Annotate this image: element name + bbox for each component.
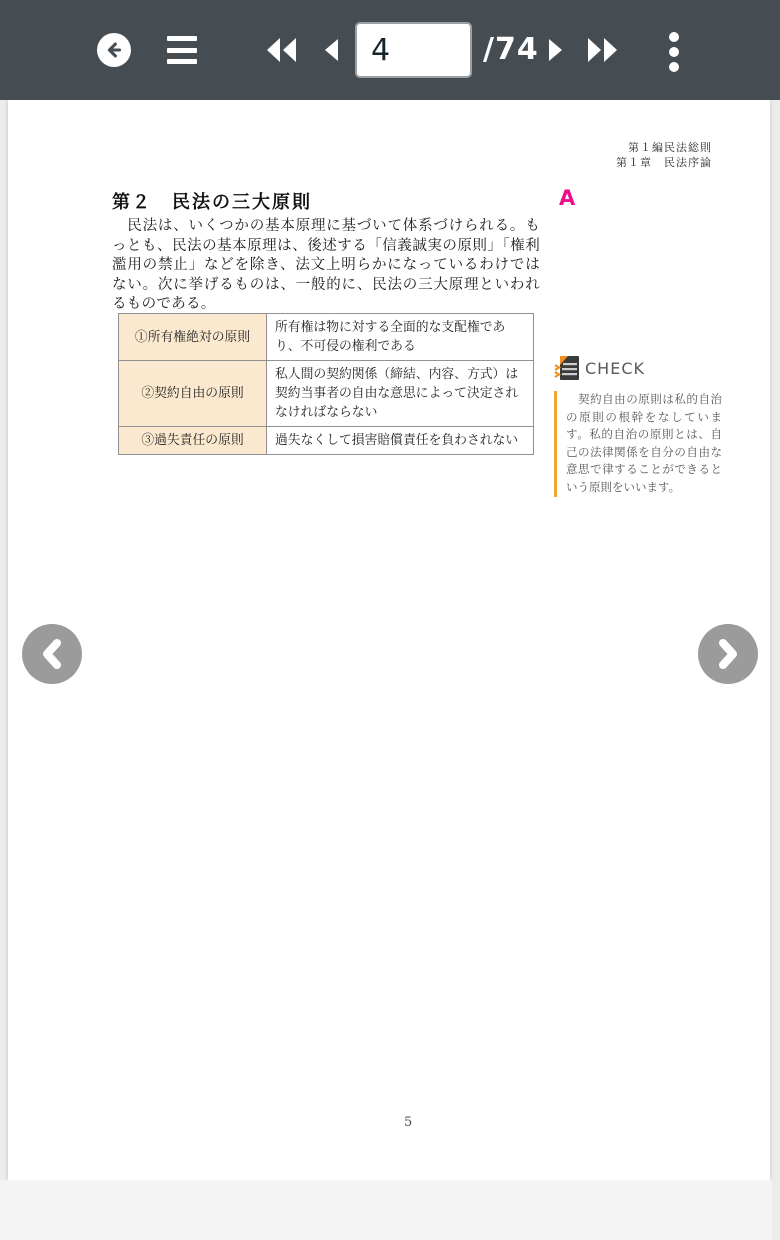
- hamburger-icon: [167, 59, 197, 64]
- chevron-left-icon: [324, 39, 339, 61]
- running-head-line2: 第１章 民法序論: [616, 156, 712, 169]
- first-page-button[interactable]: [266, 38, 298, 62]
- document-page: [8, 100, 770, 1180]
- hamburger-icon: [167, 48, 197, 53]
- document-viewer: [0, 100, 780, 1240]
- total-pages-label: /74: [483, 32, 539, 67]
- principle-description: 所有権は物に対する全面的な支配権であり、不可侵の権利である: [267, 314, 534, 361]
- running-head: [616, 140, 712, 170]
- previous-spread-button[interactable]: [22, 624, 82, 684]
- back-button[interactable]: [97, 33, 131, 67]
- kebab-dot-icon: [669, 32, 679, 42]
- answer-marker: A: [559, 186, 576, 210]
- check-heading: [553, 354, 645, 382]
- next-page-button[interactable]: [546, 39, 564, 61]
- principle-description: 私人間の契約関係（締結、内容、方式）は契約当事者の自由な意思によって決定されなければならない: [267, 361, 534, 427]
- viewer-bottom-area: [0, 1180, 772, 1240]
- double-chevron-left-icon: [266, 38, 298, 62]
- chevron-left-icon: [38, 638, 66, 670]
- next-spread-button[interactable]: [698, 624, 758, 684]
- toolbar: [0, 0, 780, 100]
- principle-term: ②契約自由の原則: [119, 361, 267, 427]
- page-number: 5: [404, 1115, 413, 1130]
- principle-description: 過失なくして損害賠償責任を負わされない: [267, 427, 534, 455]
- double-chevron-right-icon: [586, 38, 618, 62]
- principles-table: [118, 313, 534, 455]
- hamburger-icon: [167, 36, 197, 41]
- principle-term: ①所有権絶対の原則: [119, 314, 267, 361]
- principle-term: ③過失責任の原則: [119, 427, 267, 455]
- body-paragraph: 民法は、いくつかの基本原理に基づいて体系づけられる。もっとも、民法の基本原理は、後述する「信義誠実の原則」「権利濫用の禁止」などを除き、法文上明らかになっているわけではない。次に挙げるものは、一般的に、民法の三大原理といわれるものである。: [112, 218, 540, 312]
- table-row: [119, 427, 534, 455]
- more-options-button[interactable]: [663, 32, 685, 72]
- page-number-input[interactable]: [355, 22, 472, 78]
- arrow-left-circle-icon: [103, 39, 125, 61]
- chevron-right-icon: [548, 39, 563, 61]
- kebab-dot-icon: [669, 47, 679, 57]
- menu-button[interactable]: [167, 36, 197, 64]
- running-head-line1: 第１編民法総則: [628, 141, 712, 154]
- table-row: [119, 361, 534, 427]
- last-page-button[interactable]: [586, 38, 618, 62]
- kebab-dot-icon: [669, 62, 679, 72]
- section-title: 第２ 民法の三大原則: [112, 192, 312, 213]
- check-book-icon: [553, 354, 580, 382]
- chevron-right-icon: [714, 638, 742, 670]
- previous-page-button[interactable]: [322, 39, 340, 61]
- check-note: 契約自由の原則は私的自治の原則の根幹をなしています。私的自治の原則とは、自己の法律関係を自分の自由な意思で律することができるという原則をいいます。: [554, 391, 722, 497]
- table-row: [119, 314, 534, 361]
- check-label: CHECK: [585, 358, 645, 378]
